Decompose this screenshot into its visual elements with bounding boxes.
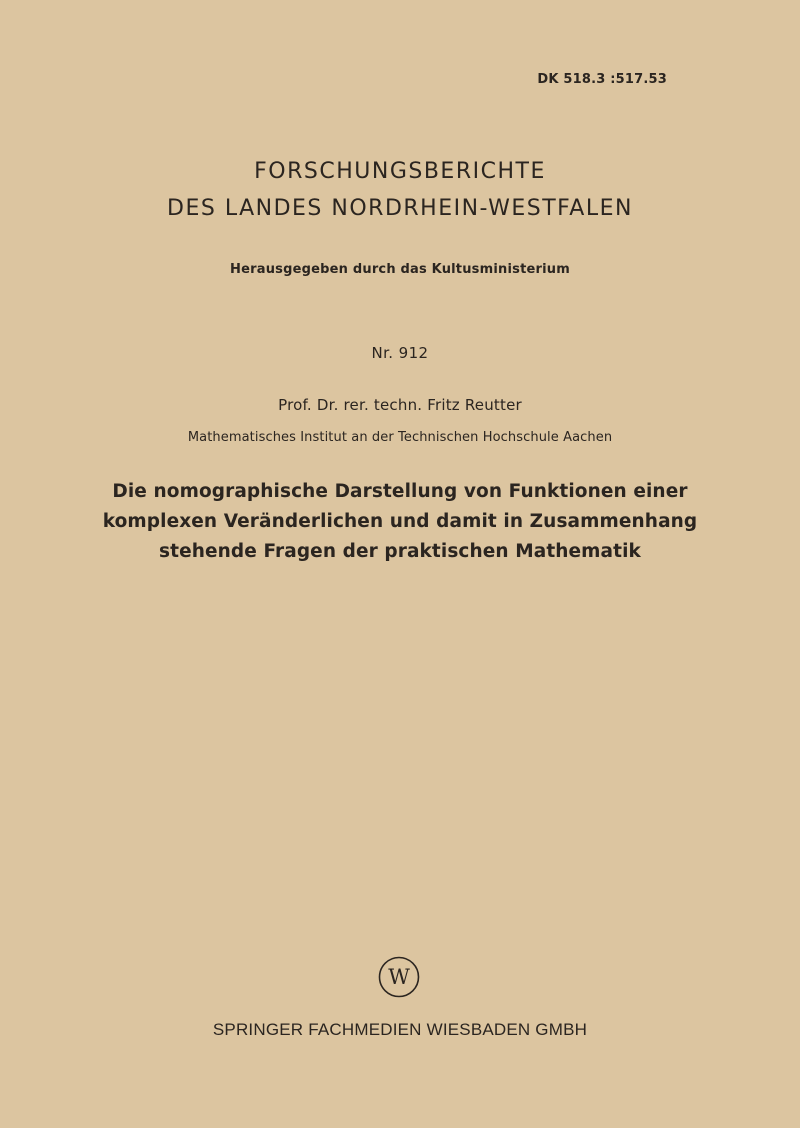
- publisher-line: Herausgegeben durch das Kultusministerium: [230, 262, 570, 277]
- springer-logo-icon: [376, 954, 422, 1000]
- logo-letter: W: [388, 965, 410, 989]
- author: Prof. Dr. rer. techn. Fritz Reutter: [278, 396, 522, 414]
- classification-code: DK 518.3 :517.53: [537, 72, 667, 87]
- report-number: Nr. 912: [371, 344, 429, 362]
- institute: Mathematisches Institut an der Technischen Hochschule Aachen: [187, 430, 613, 445]
- series-title-line-2: DES LANDES NORDRHEIN-WESTFALEN: [167, 196, 633, 221]
- title-line-3: stehende Fragen der praktischen Mathematik: [159, 541, 641, 562]
- title-line-2: komplexen Veränderlichen und damit in Zusammenhang: [102, 511, 698, 532]
- title-line-1: Die nomographische Darstellung von Funktionen einer: [112, 481, 688, 502]
- series-title-line-1: FORSCHUNGSBERICHTE: [254, 159, 546, 184]
- publisher-imprint: SPRINGER FACHMEDIEN WIESBADEN GMBH: [212, 1020, 588, 1039]
